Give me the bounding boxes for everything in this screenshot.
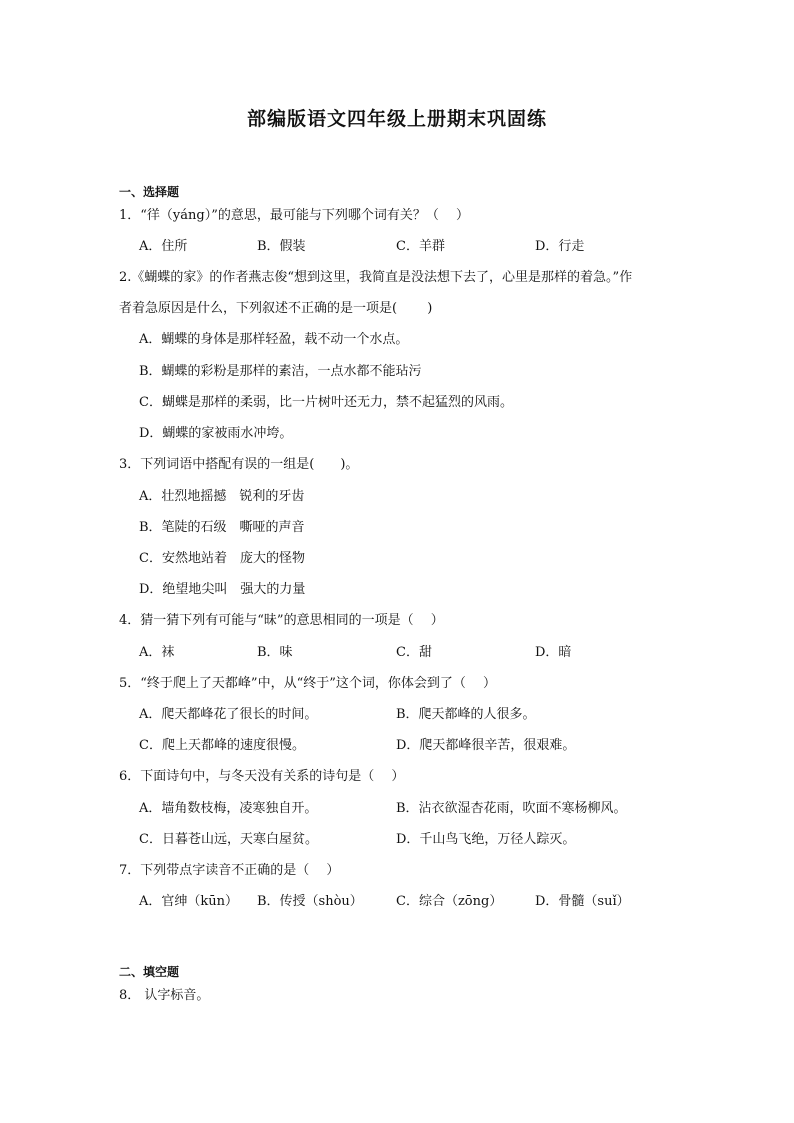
q3-option-d: D．绝望地尖叫 强大的力量 <box>139 582 306 597</box>
q4-option-c: C．甜 <box>396 645 432 660</box>
q4-option-a: A．袜 <box>139 645 175 660</box>
question-2-stem-line1: 2.《蝴蝶的家》的作者燕志俊“想到这里，我简直是没法想下去了，心里是那样的着急。”作 <box>119 270 633 285</box>
q7-option-a: A．官绅（kūn） <box>139 894 239 909</box>
q4-option-b: B．味 <box>257 645 293 660</box>
question-1-stem: 1．“徉（yáng）”的意思，最可能与下列哪个词有关？（ ） <box>119 208 469 223</box>
q6-option-c: C．日暮苍山远，天寒白屋贫。 <box>139 832 318 847</box>
q5-option-a: A．爬天都峰花了很长的时间。 <box>139 707 318 722</box>
question-5-stem: 5．“终于爬上了天都峰”中，从“终于”这个词，你体会到了（ ） <box>119 676 496 691</box>
section-heading-choice: 一、选择题 <box>119 185 180 199</box>
q6-option-d: D．千山鸟飞绝，万径人踪灭。 <box>396 832 576 847</box>
question-3-stem: 3．下列词语中搭配有误的一组是( )。 <box>119 457 359 472</box>
q6-option-a: A．墙角数枝梅，凌寒独自开。 <box>139 801 318 816</box>
q5-option-b: B．爬天都峰的人很多。 <box>396 707 536 722</box>
document-title: 部编版语文四年级上册期末巩固练 <box>246 108 547 130</box>
q3-option-a: A．壮烈地摇撼 锐利的牙齿 <box>139 489 305 504</box>
q2-option-a: A．蝴蝶的身体是那样轻盈，载不动一个水点。 <box>139 332 409 347</box>
section-heading-fill-blank: 二、填空题 <box>119 965 180 979</box>
question-8-stem: 8． 认字标音。 <box>119 988 210 1003</box>
question-6-stem: 6．下面诗句中，与冬天没有关系的诗句是（ ） <box>119 769 405 784</box>
q2-option-b: B．蝴蝶的彩粉是那样的素洁，一点水都不能玷污 <box>139 364 422 379</box>
q5-option-c: C．爬上天都峰的速度很慢。 <box>139 738 305 753</box>
q6-option-b: B．沾衣欲湿杏花雨，吹面不寒杨柳风。 <box>396 801 627 816</box>
q3-option-c: C．安然地站着 庞大的怪物 <box>139 551 305 566</box>
q4-option-d: D．暗 <box>535 645 572 660</box>
q2-option-d: D．蝴蝶的家被雨水冲垮。 <box>139 426 293 441</box>
q1-option-c: C．羊群 <box>396 239 445 254</box>
q1-option-b: B．假装 <box>257 239 306 254</box>
q5-option-d: D．爬天都峰很辛苦，很艰难。 <box>396 738 576 753</box>
q1-option-a: A．住所 <box>139 239 188 254</box>
q7-option-d: D．骨髓（suǐ） <box>535 894 630 909</box>
question-2-stem-line2: 者着急原因是什么，下列叙述不正确的是一项是( ) <box>119 301 433 316</box>
q1-option-d: D．行走 <box>535 239 585 254</box>
question-4-stem: 4．猜一猜下列有可能与“昧”的意思相同的一项是（ ） <box>119 613 444 628</box>
q2-option-c: C．蝴蝶是那样的柔弱，比一片树叶还无力，禁不起猛烈的风雨。 <box>139 395 513 410</box>
question-7-stem: 7．下列带点字读音不正确的是（ ） <box>119 863 340 878</box>
q7-option-b: B．传授（shòu） <box>257 894 363 909</box>
q3-option-b: B．笔陡的石级 嘶哑的声音 <box>139 520 305 535</box>
q7-option-c: C．综合（zōng） <box>396 894 503 909</box>
